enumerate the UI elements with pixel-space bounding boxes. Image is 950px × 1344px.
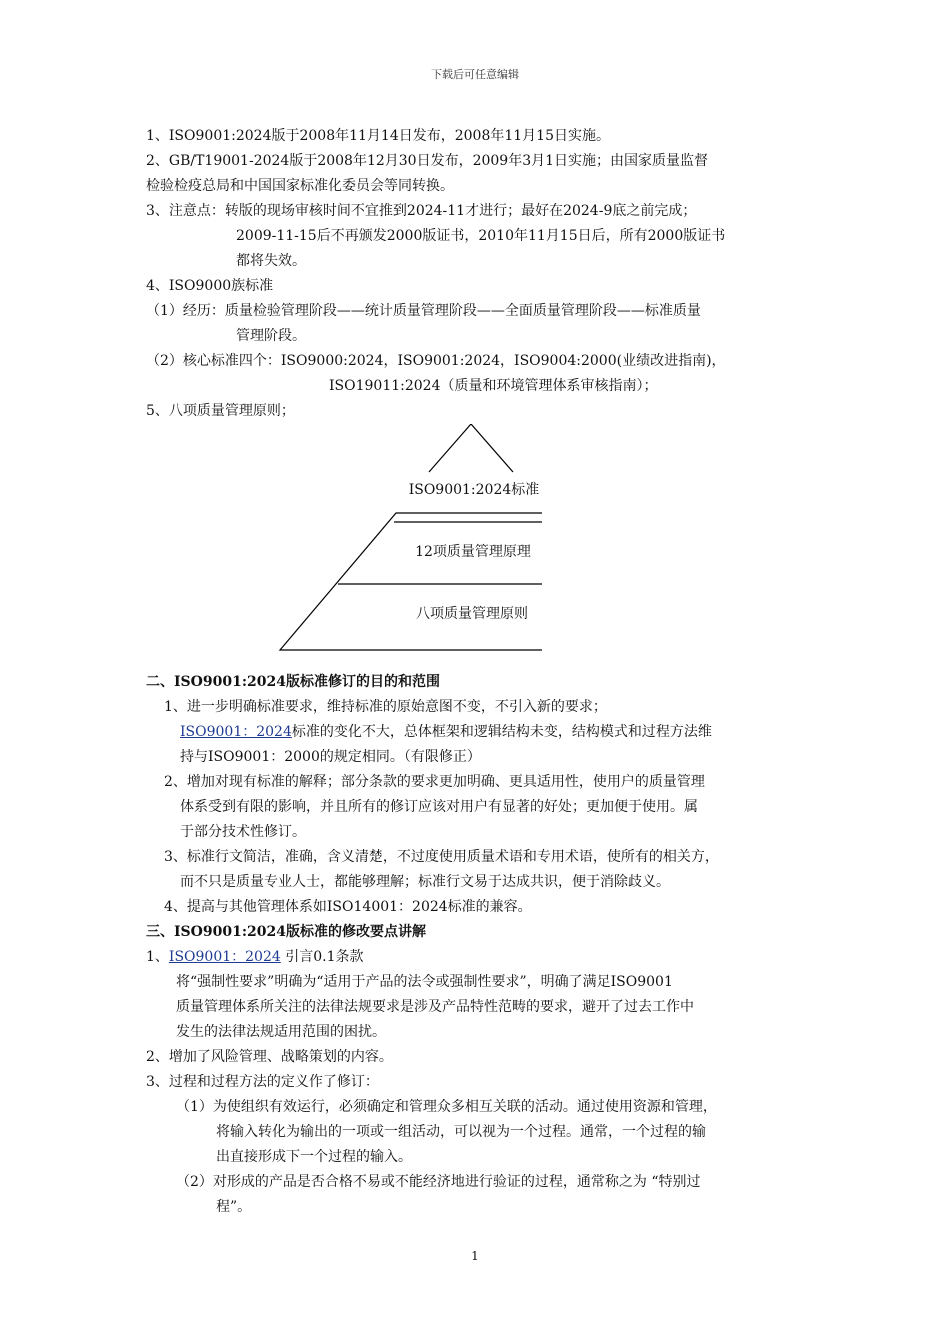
- s2-item-4: 4、提高与其他管理体系如ISO14001：2024标准的兼容。: [164, 899, 532, 915]
- document-body: [146, 124, 814, 1220]
- iso9001-link-2[interactable]: ISO9001：2024: [168, 949, 281, 965]
- intro-item-4-2-cont: ISO19011:2024（质量和环境管理体系审核指南）；: [329, 378, 658, 394]
- page-number: 1: [471, 1249, 479, 1263]
- s2-item-3-cont: 而不只是质量专业人士，都能够理解；标准行文易于达成共识，便于消除歧义。: [180, 874, 670, 890]
- page-header: 下载后可任意编辑: [431, 68, 519, 81]
- intro-item-4-1: （1）经历：质量检验管理阶段——统计质量管理阶段——全面质量管理阶段——标准质量: [146, 303, 701, 319]
- s3-item-3-1-cont2: 出直接形成下一个过程的输入。: [216, 1149, 412, 1165]
- pyramid-bottom-label: 八项质量管理原则: [416, 606, 528, 622]
- pyramid-apex-left: [429, 424, 471, 472]
- s3-item-1-desc-3: 发生的法律法规适用范围的困扰。: [176, 1024, 386, 1040]
- s2-item-1: 1、进一步明确标准要求，维持标准的原始意图不变，不引入新的要求；: [164, 699, 607, 715]
- s3-item-1-desc-2: 质量管理体系所关注的法律法规要求是涉及产品特性范畴的要求，避开了过去工作中: [176, 999, 694, 1015]
- s3-item-1-rest: 引言0.1条款: [285, 949, 364, 965]
- pyramid-base: [280, 513, 542, 650]
- s3-item-1-prefix: 1、: [146, 949, 169, 965]
- intro-item-3-cont: 2009-11-15后不再颁发2000版证书，2010年11月15日后，所有2000版证书: [236, 228, 726, 244]
- s3-item-1-desc: 将“强制性要求”明确为“适用于产品的法令或强制性要求”，明确了满足ISO9001: [176, 974, 673, 990]
- intro-item-4-1-cont: 管理阶段。: [236, 328, 306, 344]
- s3-item-3: 3、过程和过程方法的定义作了修订：: [146, 1074, 379, 1090]
- s2-item-2-cont2: 于部分技术性修订。: [180, 824, 306, 840]
- s2-item-2-cont: 体系受到有限的影响，并且所有的修订应该对用户有显著的好处；更加便于使用。属: [180, 799, 698, 815]
- intro-item-2-cont: 检验检疫总局和中国国家标准化委员会等同转换。: [146, 178, 454, 194]
- pyramid-diagram: [142, 424, 814, 666]
- intro-item-4-2: （2）核心标准四个：ISO9000:2024，ISO9001:2024，ISO9004:2000(业绩改进指南)，: [146, 353, 726, 369]
- pyramid-middle-label: 12项质量管理原理: [415, 544, 531, 560]
- intro-item-3: 3、注意点：转版的现场审核时间不宜推到2024-11才进行；最好在2024-9底之前完成；: [146, 203, 697, 219]
- section-2-heading: 二、ISO9001:2024版标准修订的目的和范围: [146, 674, 440, 690]
- s3-item-2: 2、增加了风险管理、战略策划的内容。: [146, 1049, 393, 1065]
- s2-item-1-rest: 标准的变化不大，总体框架和逻辑结构未变，结构模式和过程方法维: [291, 724, 712, 740]
- section-3-heading: 三、ISO9001:2024版标准的修改要点讲解: [146, 924, 426, 940]
- intro-item-1: 1、ISO9001:2024版于2008年11月14日发布，2008年11月15日实施。: [146, 128, 610, 144]
- s3-item-3-2-cont: 程”。: [216, 1199, 252, 1215]
- s2-item-2: 2、增加对现有标准的解释；部分条款的要求更加明确、更具适用性，使用户的质量管理: [164, 774, 705, 790]
- intro-item-2: 2、GB/T19001-2024版于2008年12月30日发布，2009年3月1日实施；由国家质量监督: [146, 153, 709, 169]
- pyramid-apex-right: [471, 424, 513, 472]
- s3-item-3-2: （2）对形成的产品是否合格不易或不能经济地进行验证的过程，通常称之为 “特别过: [176, 1174, 701, 1190]
- intro-item-4: 4、ISO9000族标准: [146, 278, 274, 294]
- intro-item-3-cont2: 都将失效。: [236, 253, 306, 269]
- s3-item-1: [146, 945, 814, 970]
- s2-item-3: 3、标准行文简洁，准确，含义清楚，不过度使用质量术语和专用术语，使所有的相关方，: [164, 849, 719, 865]
- s2-item-1-cont2: 持与ISO9001：2000的规定相同。（有限修正）: [180, 749, 481, 765]
- s3-item-3-1: （1）为使组织有效运行，必须确定和管理众多相互关联的活动。通过使用资源和管理，: [176, 1099, 717, 1115]
- iso9001-link[interactable]: ISO9001：2024: [180, 724, 292, 740]
- s3-item-3-1-cont: 将输入转化为输出的一项或一组活动，可以视为一个过程。通常，一个过程的输: [216, 1124, 706, 1140]
- pyramid-top-label: ISO9001:2024标准: [408, 482, 540, 498]
- intro-item-5: 5、八项质量管理原则；: [146, 403, 295, 419]
- s2-item-1-cont: [146, 720, 814, 745]
